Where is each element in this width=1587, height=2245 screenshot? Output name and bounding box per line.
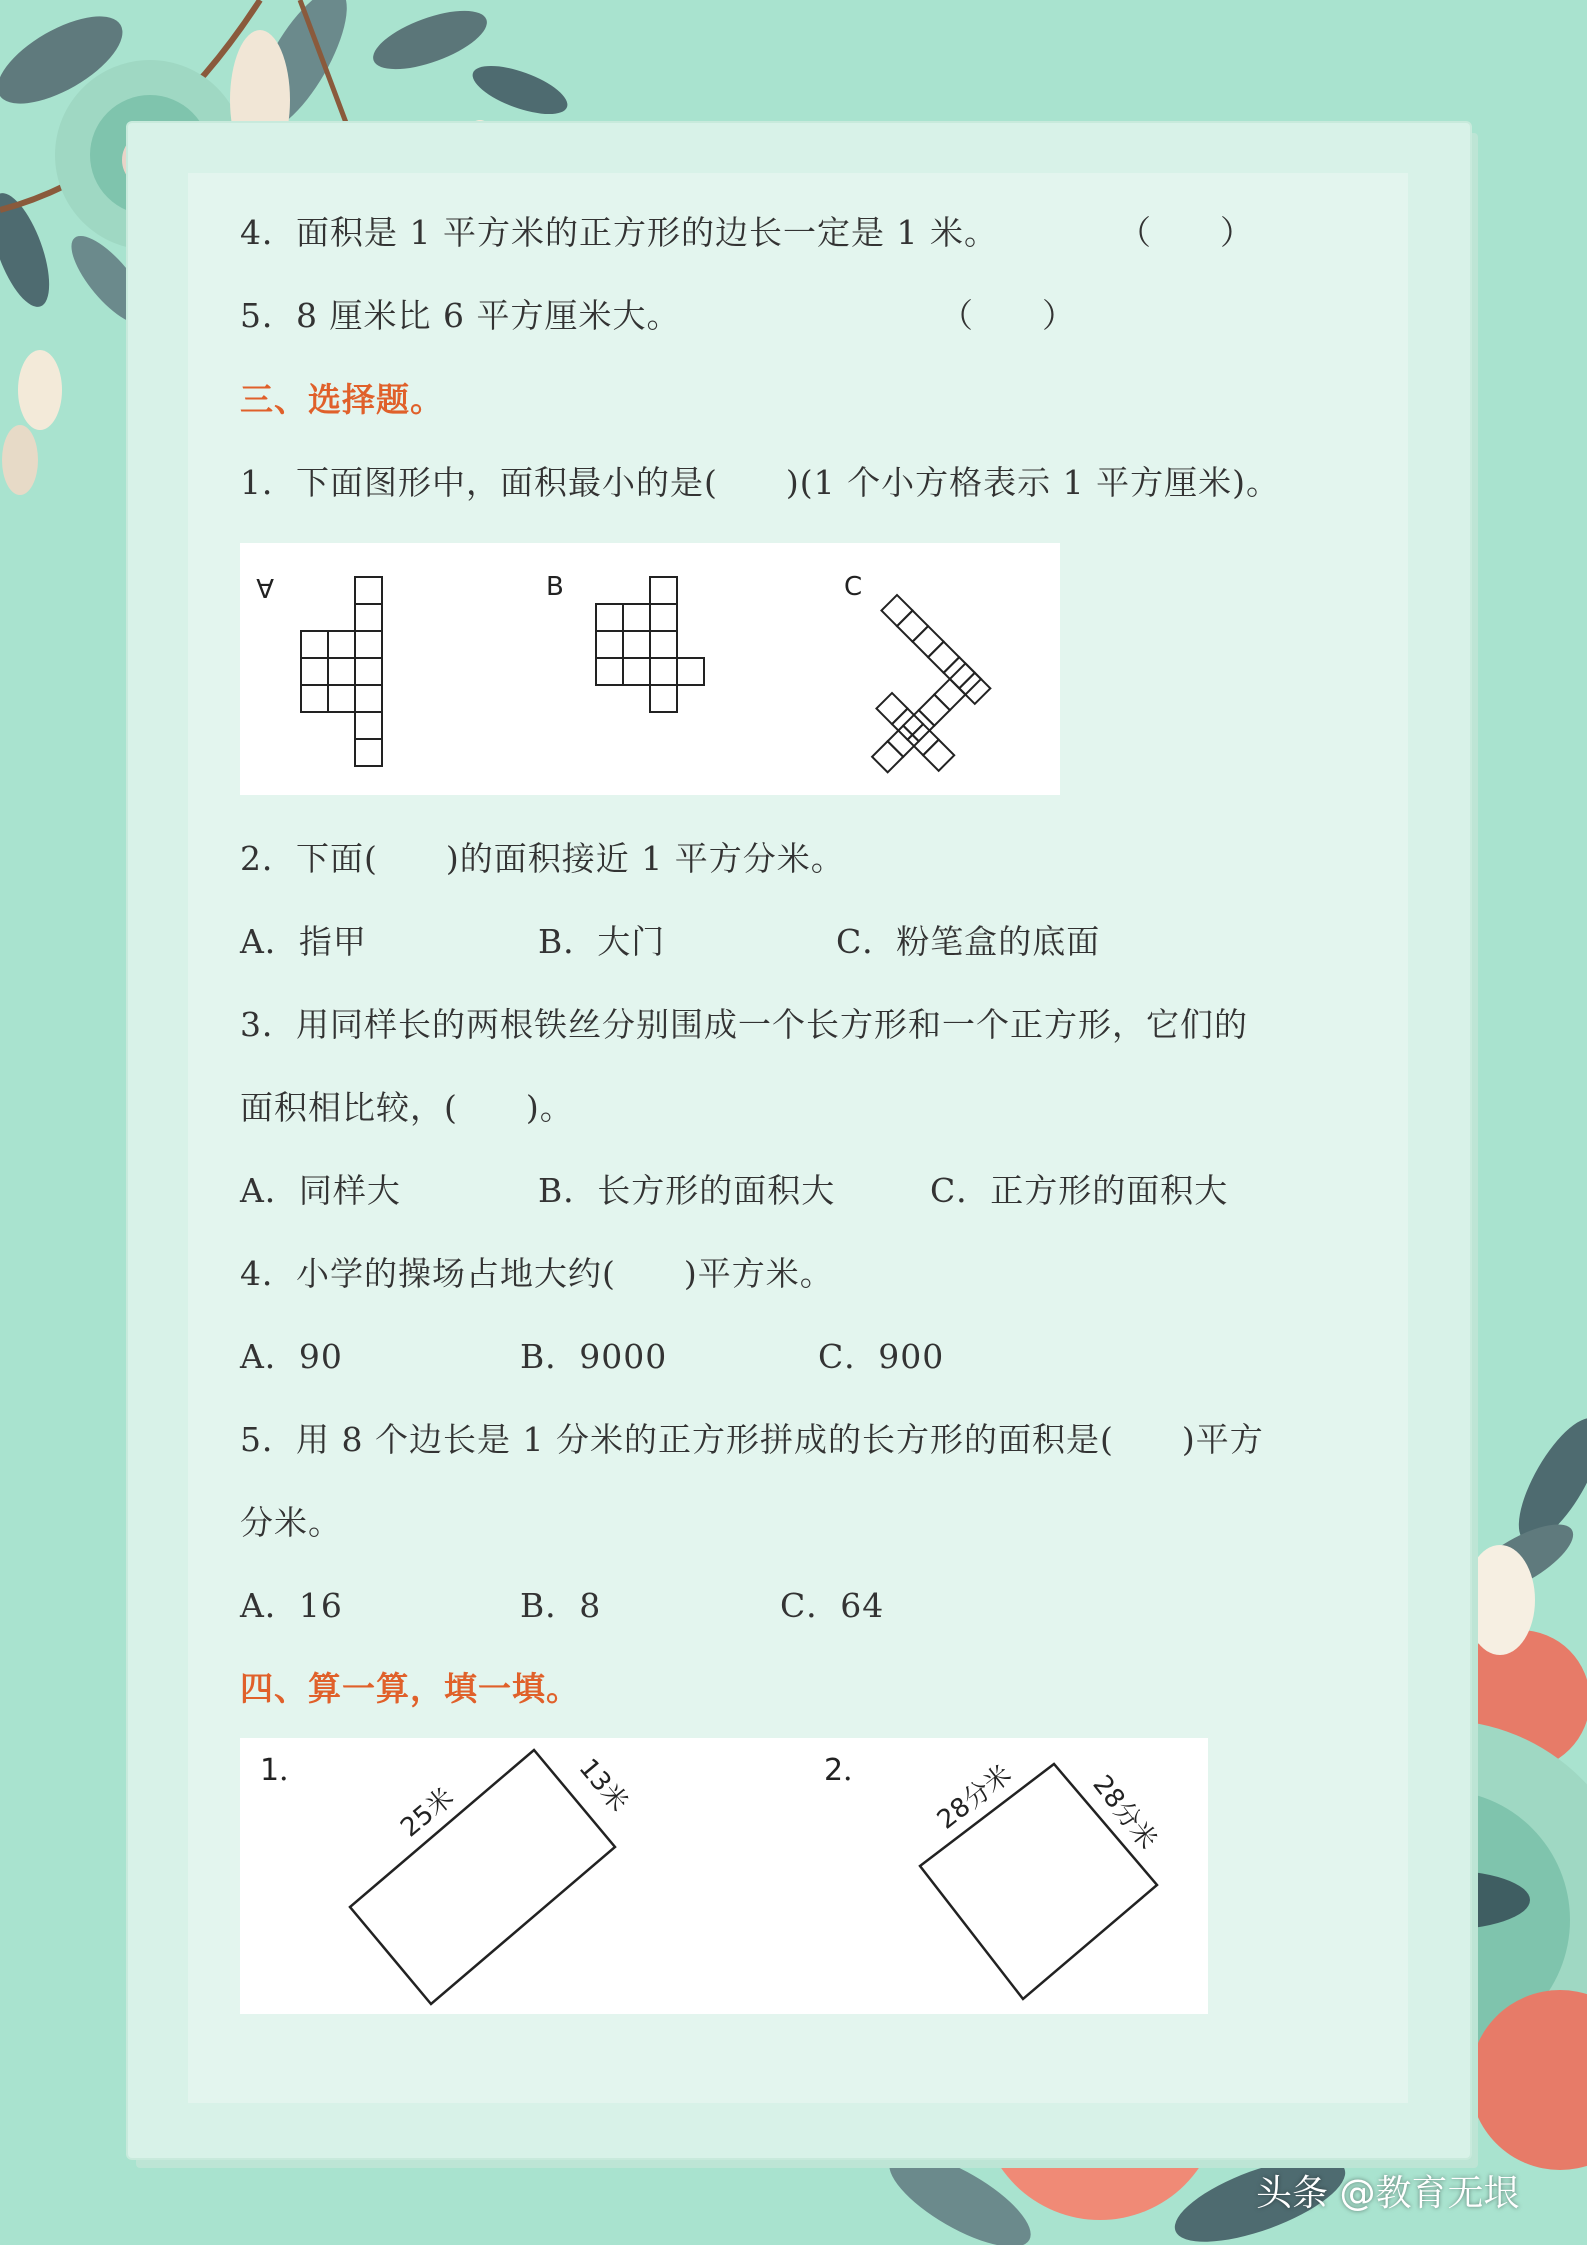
- q1-grid-shapes: [240, 543, 1060, 795]
- q4-option-b: B．9000: [520, 1337, 668, 1376]
- figure-1-number: 1．: [260, 1753, 310, 1788]
- judge-question-5: 5．8 厘米比 6 平方厘米大。: [240, 296, 681, 335]
- rectangle-figures: [240, 1738, 1208, 2014]
- figure-2-side-2-label: 28分米: [1086, 1769, 1163, 1856]
- figure-1-long-side-label: 25米: [395, 1782, 460, 1844]
- q1-option-b-label: B: [546, 572, 564, 602]
- judge-question-4: 4．面积是 1 平方米的正方形的边长一定是 1 米。: [240, 213, 998, 252]
- figure-1-short-side-label: 13米: [572, 1753, 634, 1818]
- section-4-heading: 四、算一算，填一填。: [240, 1669, 580, 1708]
- q5-option-b: B．8: [520, 1586, 602, 1625]
- choice-question-5-line-1: 5．用 8 个边长是 1 分米的正方形拼成的长方形的面积是( )平方: [240, 1420, 1264, 1459]
- q2-option-b: B．大门: [538, 922, 666, 961]
- choice-question-3-line-2: 面积相比较，( )。: [240, 1088, 574, 1127]
- q1-shapes-figure: [240, 543, 1060, 795]
- figure-2-number: 2．: [824, 1753, 874, 1788]
- section-3-heading: 三、选择题。: [240, 380, 444, 419]
- judge-question-4-answer-blank: （ ）: [1118, 213, 1254, 252]
- choice-question-2: 2．下面( )的面积接近 1 平方分米。: [240, 839, 845, 878]
- q5-option-c: C．64: [780, 1586, 885, 1625]
- q1-option-a-label: A: [256, 572, 274, 602]
- choice-question-1: 1．下面图形中，面积最小的是( )(1 个小方格表示 1 平方厘米)。: [240, 463, 1280, 502]
- q4-option-a: A．90: [240, 1337, 343, 1376]
- q2-option-c: C．粉笔盒的底面: [836, 922, 1101, 961]
- rectangle-diagrams: [240, 1738, 1208, 2014]
- choice-question-4: 4．小学的操场占地大约( )平方米。: [240, 1254, 834, 1293]
- figure-2-side-1-label: 28分米: [931, 1759, 1018, 1836]
- watermark-text: 头条 @教育无垠: [1256, 2173, 1520, 2214]
- q5-option-a: A．16: [240, 1586, 343, 1625]
- figure-1-rectangle: [350, 1750, 615, 2004]
- q2-option-a: A．指甲: [240, 922, 367, 961]
- q4-option-c: C．900: [818, 1337, 945, 1376]
- choice-question-5-line-2: 分米。: [240, 1503, 342, 1542]
- judge-question-5-answer-blank: （ ）: [940, 296, 1076, 335]
- q3-option-c: C．正方形的面积大: [930, 1171, 1229, 1210]
- q3-option-a: A．同样大: [240, 1171, 401, 1210]
- choice-question-3-line-1: 3．用同样长的两根铁丝分别围成一个长方形和一个正方形，它们的: [240, 1005, 1248, 1044]
- q1-option-c-label: C: [844, 572, 863, 602]
- q3-option-b: B．长方形的面积大: [538, 1171, 836, 1210]
